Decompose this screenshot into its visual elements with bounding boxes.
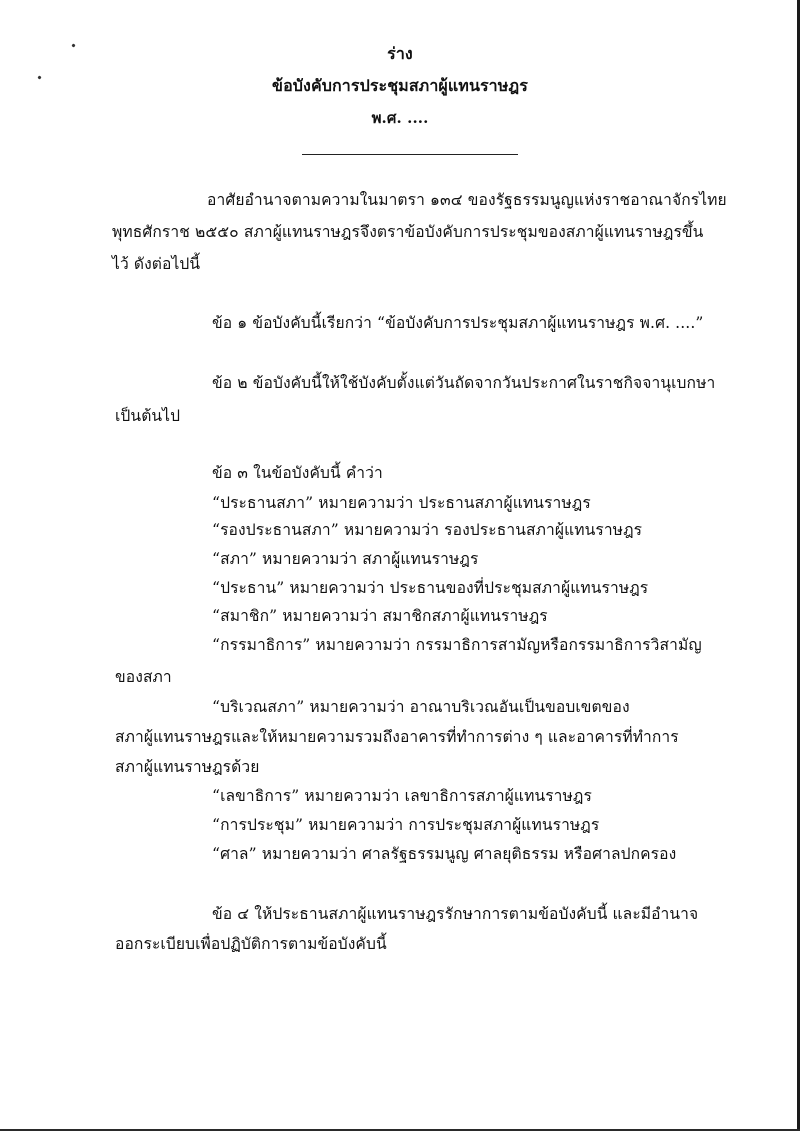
definition-speaker: “ประธานสภา” หมายความว่า ประธานสภาผู้แทนราษฎร (212, 494, 591, 512)
preamble-line-3: ไว้ ดังต่อไปนี้ (112, 255, 201, 273)
definition-committee-line-2: ของสภา (115, 668, 172, 686)
preamble-line-1: อาศัยอำนาจตามความในมาตรา ๑๓๔ ของรัฐธรรมนูญแห่งราชอาณาจักรไทย (207, 191, 727, 209)
document-title: ข้อบังคับการประชุมสภาผู้แทนราษฎร (272, 76, 528, 95)
clause-4-line-1: ข้อ ๔ ให้ประธานสภาผู้แทนราษฎรรักษาการตามข้อบังคับนี้ และมีอำนาจ (212, 905, 699, 923)
definition-meeting: “การประชุม” หมายความว่า การประชุมสภาผู้แทนราษฎร (212, 816, 600, 834)
definition-secretary-general: “เลขาธิการ” หมายความว่า เลขาธิการสภาผู้แทนราษฎร (212, 787, 592, 805)
definition-chairperson: “ประธาน” หมายความว่า ประธานของที่ประชุมสภาผู้แทนราษฎร (212, 579, 649, 597)
clause-4-line-2: ออกระเบียบเพื่อปฏิบัติการตามข้อบังคับนี้ (115, 935, 387, 953)
clause-3-intro: ข้อ ๓ ในข้อบังคับนี้ คำว่า (212, 464, 383, 482)
clause-2-line-2: เป็นต้นไป (115, 407, 181, 425)
year-line: พ.ศ. .... (371, 109, 429, 127)
clause-1-line-1: ข้อ ๑ ข้อบังคับนี้เรียกว่า “ข้อบังคับการประชุมสภาผู้แทนราษฎร พ.ศ. ....” (212, 314, 704, 332)
definition-precinct-line-2: สภาผู้แทนราษฎรและให้หมายความรวมถึงอาคารที่ทำการต่าง ๆ และอาคารที่ทำการ (115, 728, 679, 746)
preamble-line-2: พุทธศักราช ๒๕๕๐ สภาผู้แทนราษฎรจึงตราข้อบังคับการประชุมของสภาผู้แทนราษฎรขึ้น (112, 223, 704, 241)
definition-precinct-line-3: สภาผู้แทนราษฎรด้วย (115, 758, 260, 776)
title-underline (302, 154, 518, 155)
definition-house: “สภา” หมายความว่า สภาผู้แทนราษฎร (212, 550, 479, 568)
definition-precinct-line-1: “บริเวณสภา” หมายความว่า อาณาบริเวณอันเป็นขอบเขตของ (212, 698, 630, 716)
clause-2-line-1: ข้อ ๒ ข้อบังคับนี้ให้ใช้บังคับตั้งแต่วันถัดจากวันประกาศในราชกิจจานุเบกษา (212, 374, 716, 392)
definition-committee-line-1: “กรรมาธิการ” หมายความว่า กรรมาธิการสามัญหรือกรรมาธิการวิสามัญ (212, 636, 702, 654)
definition-court: “ศาล” หมายความว่า ศาลรัฐธรรมนูญ ศาลยุติธรรม หรือศาลปกครอง (212, 845, 677, 863)
definition-deputy-speaker: “รองประธานสภา” หมายความว่า รองประธานสภาผู้แทนราษฎร (212, 521, 643, 539)
definition-member: “สมาชิก” หมายความว่า สมาชิกสภาผู้แทนราษฎร (212, 607, 548, 625)
draft-label: ร่าง (387, 44, 413, 63)
